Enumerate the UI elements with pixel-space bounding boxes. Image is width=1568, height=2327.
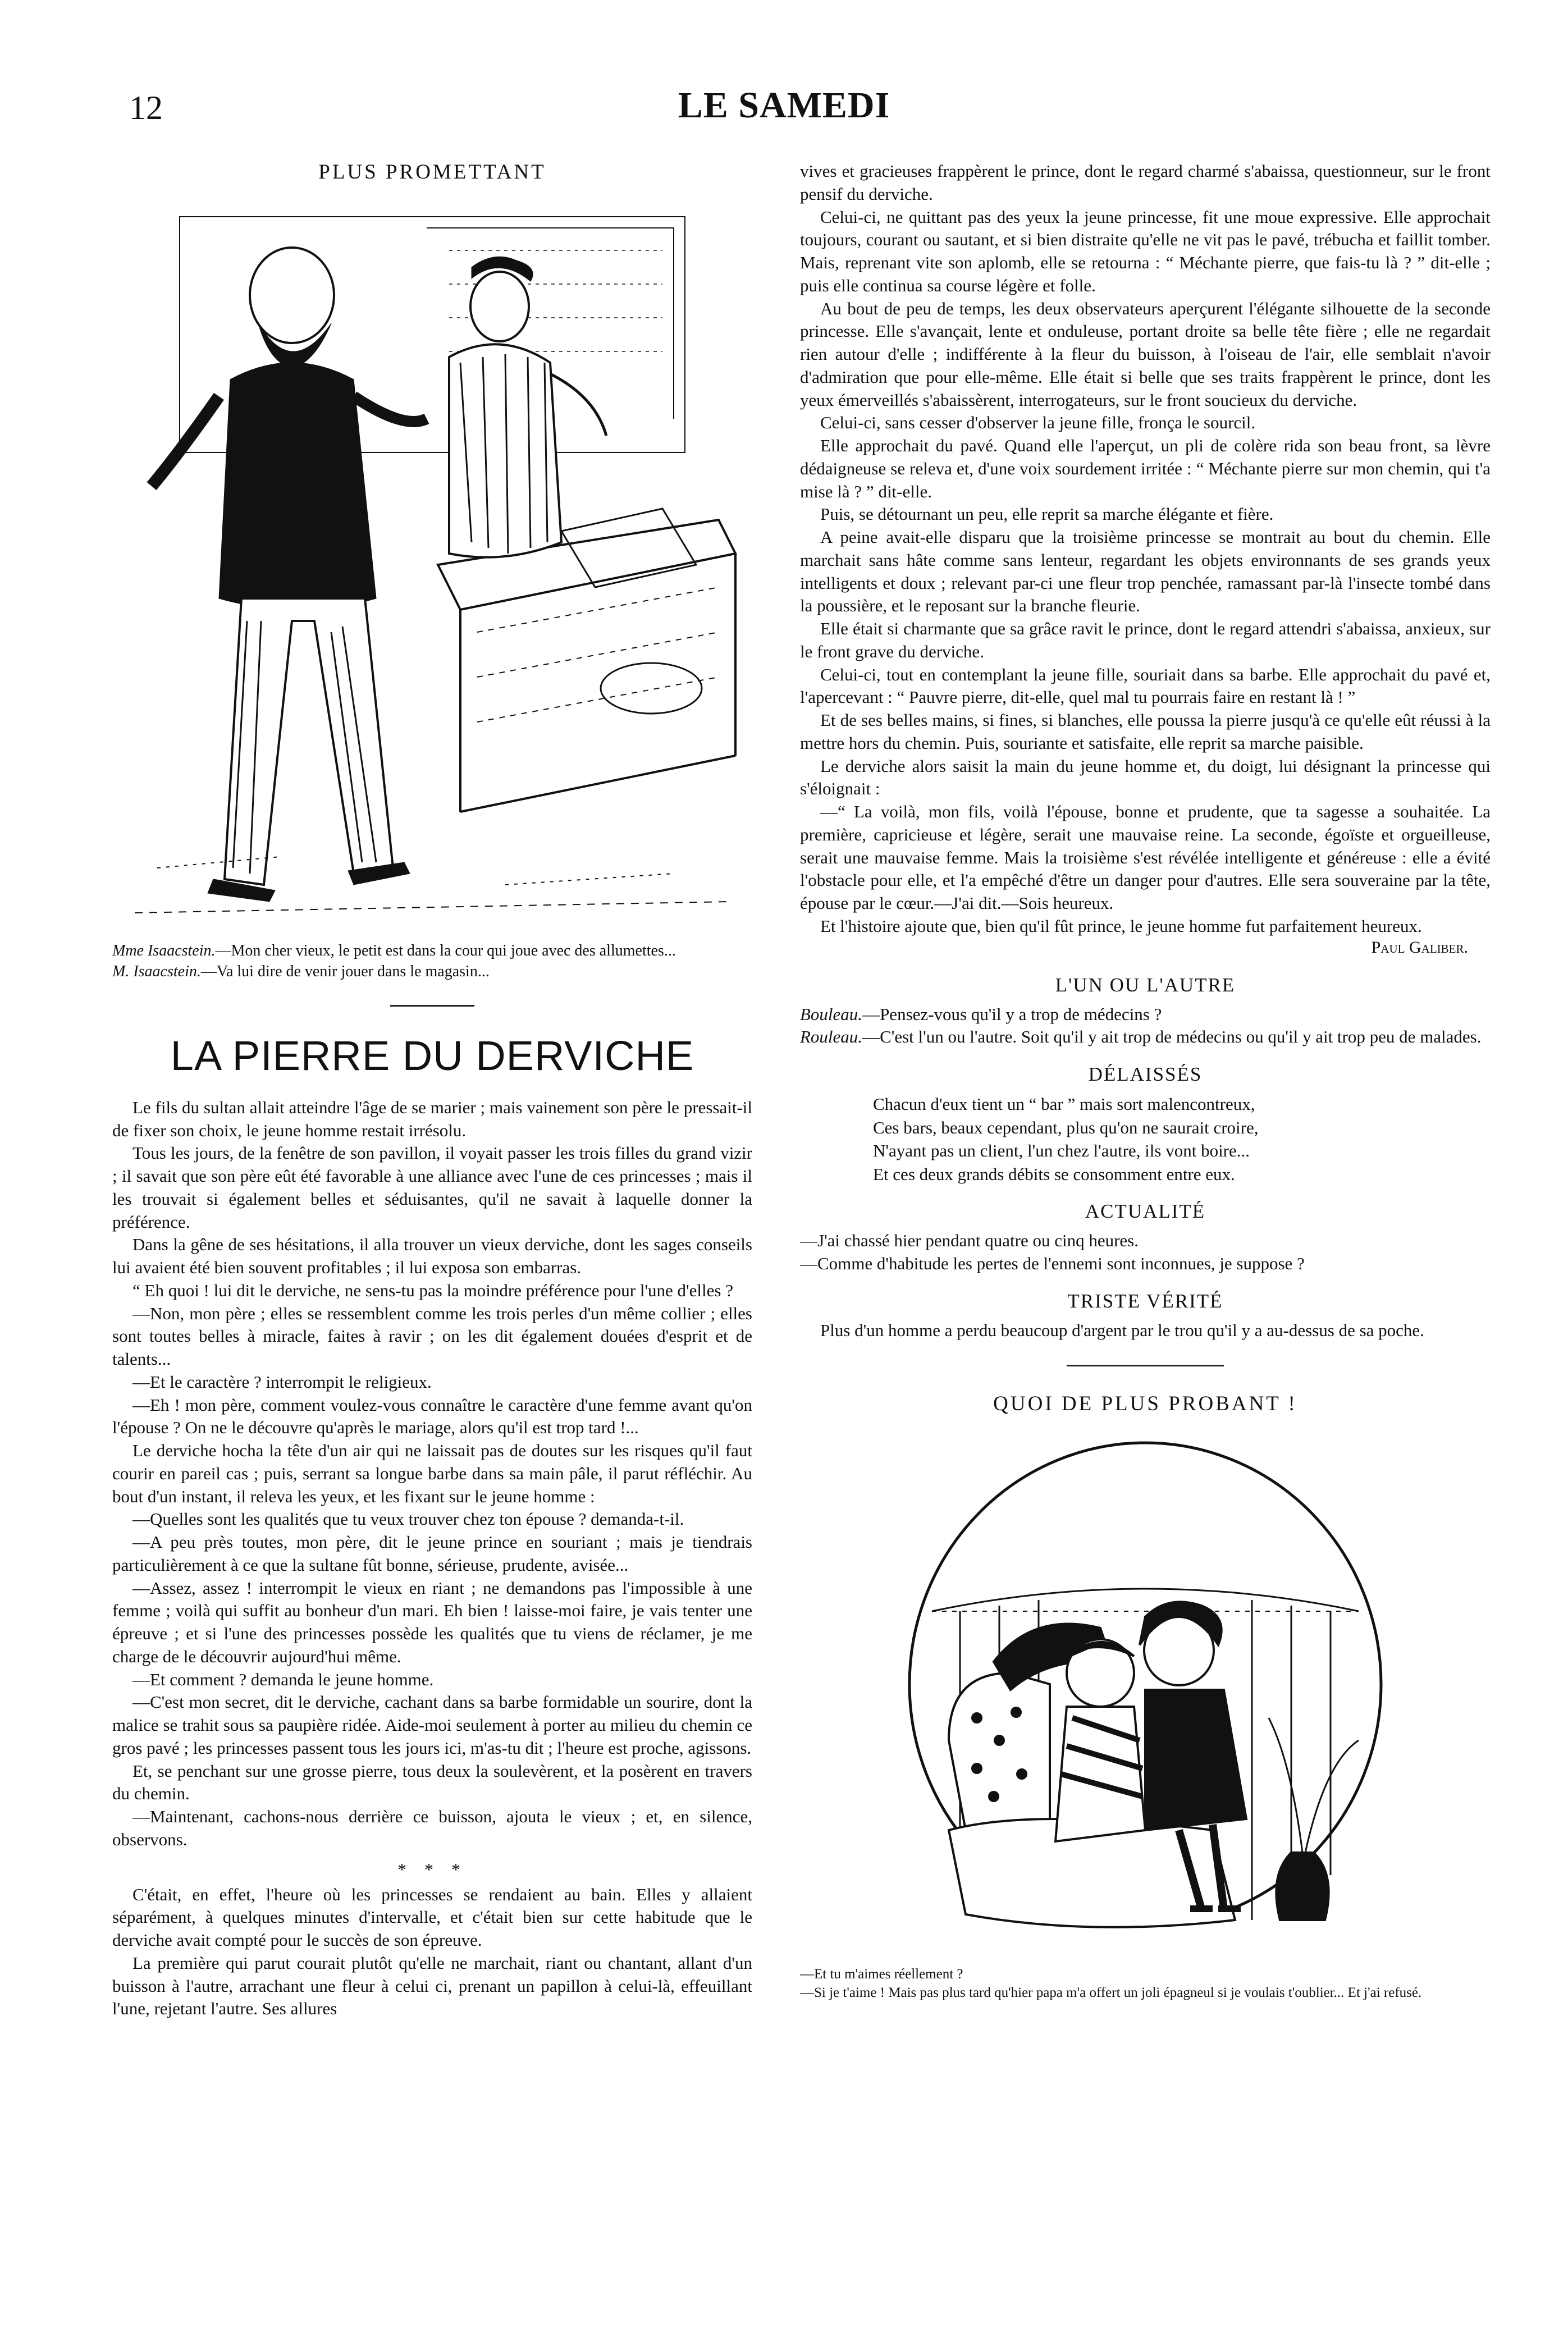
story-paragraph: Dans la gêne de ses hésitations, il alla trouver un vieux derviche, dont les sages conseils lui avaient été bien souvent profitables ; il lui exposa son embarras. bbox=[112, 1235, 752, 1278]
caption-speaker: Mme Isaacstein. bbox=[112, 942, 216, 959]
dialogue-lun-ou-lautre bbox=[800, 1003, 1491, 1049]
dialogue-line: —J'ai chassé hier pendant quatre ou cinq heures. bbox=[800, 1231, 1139, 1251]
caption-speaker: M. Isaacstein. bbox=[112, 962, 201, 980]
story-paragraph: A peine avait-elle disparu que la troisième princesse se montrait au bout du chemin. Elle marchait sans hâte comme sans lenteur, regardant les objets environnants de ses grands yeux intelligents et doux ; relevant par-ci une fleur trop penchée, ramassant par-là l'insecte tombé dans la poussière, et le reposant sur la branche fleurie. bbox=[800, 527, 1491, 616]
cartoon-illustration-shop bbox=[112, 194, 752, 941]
masthead: LE SAMEDI bbox=[678, 85, 890, 126]
caption-line: —Si je t'aime ! Mais pas plus tard qu'hier papa m'a offert un joli épagneul si je voulais t'oublier... Et j'ai refusé. bbox=[800, 1985, 1422, 2000]
cartoon-caption bbox=[800, 1965, 1491, 2002]
dialogue-speaker: Rouleau. bbox=[800, 1027, 863, 1047]
right-column bbox=[800, 160, 1491, 2002]
caption-line bbox=[112, 962, 752, 982]
story-paragraph: Le derviche hocha la tête d'un air qui ne laissait pas de doutes sur les risques qu'il faut courir en pareil cas ; puis, serrant sa longue barbe dans sa main pâle, il parut réfléchir. Au bout d'un instant, il releva les yeux, et les fixant sur le jeune homme : bbox=[112, 1441, 752, 1506]
section-title-actualite: ACTUALITÉ bbox=[1085, 1200, 1206, 1223]
poem-delaisses bbox=[873, 1092, 1418, 1186]
story-paragraph: Puis, se détournant un peu, elle reprit sa marche élégante et fière. bbox=[820, 504, 1274, 524]
story-paragraph: Elle approchait du pavé. Quand elle l'aperçut, un pli de colère rida son beau front, sa lèvre dédaigneuse se releva et, d'une voix sourdement irritée : “ Méchante pierre sur mon chemin, qui t'a mise là ? ” dit-elle. bbox=[800, 436, 1491, 501]
story-author: Paul Galiber. bbox=[1371, 938, 1468, 957]
page-number: 12 bbox=[129, 89, 163, 126]
dialogue-actualite bbox=[800, 1229, 1491, 1275]
poem-line: Ces bars, beaux cependant, plus qu'on ne saurait croire, bbox=[873, 1117, 1259, 1137]
cartoon-title: QUOI DE PLUS PROBANT ! bbox=[993, 1392, 1297, 1415]
poem-line: Chacun d'eux tient un “ bar ” mais sort malencontreux, bbox=[873, 1094, 1255, 1114]
dialogue-line bbox=[800, 1003, 1491, 1026]
section-title-lun-ou-lautre: L'UN OU L'AUTRE bbox=[1055, 973, 1236, 996]
caption-line: —Et tu m'aimes réellement ? bbox=[800, 1967, 963, 1982]
cartoon-illustration-couple bbox=[865, 1426, 1426, 1965]
poem-line: Et ces deux grands débits se consomment entre eux. bbox=[873, 1164, 1235, 1184]
story-paragraph: Le derviche alors saisit la main du jeune homme et, du doigt, lui désignant la princesse qui s'éloignait : bbox=[800, 756, 1491, 799]
story-body-left bbox=[112, 1096, 752, 2020]
triste-verite-text: Plus d'un homme a perdu beaucoup d'argent par le trou qu'il y a au-dessus de sa poche. bbox=[820, 1320, 1424, 1341]
story-paragraph: —A peu près toutes, mon père, dit le jeune prince en souriant ; mais je tiendrais particulièrement à ce que la sultane fût bonne, sérieuse, prudente, avisée... bbox=[112, 1532, 752, 1575]
story-paragraph: —Maintenant, cachons-nous derrière ce buisson, ajouta le vieux ; et, en silence, observons. bbox=[112, 1807, 752, 1849]
dialogue-line: —Comme d'habitude les pertes de l'ennemi sont inconnues, je suppose ? bbox=[800, 1254, 1305, 1274]
separator-rule bbox=[1067, 1365, 1224, 1366]
story-paragraph: —Quelles sont les qualités que tu veux trouver chez ton épouse ? demanda-t-il. bbox=[132, 1509, 684, 1529]
story-paragraph: Le fils du sultan allait atteindre l'âge de se marier ; mais vainement son père le pressait-il de fixer son choix, le jeune homme restait irrésolu. bbox=[112, 1097, 752, 1140]
caption-text: —Va lui dire de venir jouer dans le magasin... bbox=[200, 962, 490, 980]
cartoon-caption bbox=[112, 941, 752, 982]
poem-line: N'ayant pas un client, l'un chez l'autre, ils vont boire... bbox=[873, 1141, 1250, 1161]
story-paragraph: Celui-ci, ne quittant pas des yeux la jeune princesse, fit une moue expressive. Elle approchait toujours, courant ou sautant, et si bien distraite qu'elle ne vit pas le pavé, trébucha et faillit tomber. Mais, reprenant vite son aplomb, elle se retourna : “ Méchante pierre, que fais-tu là ? ” dit-elle ; puis elle continua sa course légère et folle. bbox=[800, 207, 1491, 295]
story-paragraph: —Et le caractère ? interrompit le religieux. bbox=[132, 1371, 432, 1392]
cartoon-title: PLUS PROMETTANT bbox=[318, 161, 546, 184]
story-paragraph: vives et gracieuses frappèrent le prince, dont le regard charmé s'abaissa, questionneur, sur le front pensif du derviche. bbox=[800, 161, 1491, 204]
story-title: LA PIERRE DU DERVICHE bbox=[170, 1032, 694, 1079]
section-title-triste-verite: TRISTE VÉRITÉ bbox=[1067, 1290, 1223, 1313]
story-paragraph: “ Eh quoi ! lui dit le derviche, ne sens-tu pas la moindre préférence pour l'une d'elles ? bbox=[132, 1280, 733, 1300]
separator-rule bbox=[390, 1005, 474, 1007]
story-paragraph: Celui-ci, tout en contemplant la jeune fille, souriait dans sa barbe. Elle approchait du pavé et, l'apercevant : “ Pauvre pierre, dit-elle, quel mal tu pourrais faire en restant là ! ” bbox=[800, 664, 1491, 707]
story-paragraph: C'était, en effet, l'heure où les princesses se rendaient au bain. Elles y allaient séparément, à quelques minutes d'intervalle, et c'était bien sur cette habitude que le derviche avait compté pour le succès de son épreuve. bbox=[112, 1884, 752, 1950]
story-paragraph: La première qui parut courait plutôt qu'elle ne marchait, riant ou chantant, allant d'un buisson à l'autre, arrachant une fleur à celui ci, prenant un papillon à celui-là, effeuillant l'une, rejetant l'autre. Ses allures bbox=[112, 1953, 752, 2019]
story-paragraph: —“ La voilà, mon fils, voilà l'épouse, bonne et prudente, que ta sagesse a souhaitée. La première, capricieuse et légère, serait une mauvaise reine. La seconde, égoïste et orgueilleuse, serait une mauvaise femme. Mais la troisième s'est révélée intelligente et généreuse : elle a évité l'obstacle pour elle, et l'a empêché d'être un danger pour d'autres. Elle sera souveraine par la tête, épouse par le cœur.—J'ai dit.—Sois heureux. bbox=[800, 802, 1491, 913]
story-paragraph: —C'est mon secret, dit le derviche, cachant dans sa barbe formidable un sourire, dont la malice se trahit sous sa paupière ridée. Aide-moi seulement à porter au milieu du chemin ce gros pavé ; les princesses passent tous les jours ici, m'as-tu dit ; l'heure est proche, agissons. bbox=[112, 1692, 752, 1758]
story-paragraph: Et, se penchant sur une grosse pierre, tous deux la soulevèrent, et la posèrent en travers du chemin. bbox=[112, 1761, 752, 1804]
story-paragraph: —Et comment ? demanda le jeune homme. bbox=[132, 1669, 434, 1689]
story-paragraph: Au bout de peu de temps, les deux observateurs aperçurent l'élégante silhouette de la seconde princesse. Elle s'avançait, lente et onduleuse, portant droite sa belle tête fière ; elle ne regardait rien autour d'elle ; indifférente à la fleur du buisson, à l'oiseau de l'air, elle semblait n'avoir d'admiration que pour elle-même. Elle était si belle que ses traits frappèrent le prince, dont les yeux émerveillés s'abaissèrent, interrogateurs, sur le front soucieux du derviche. bbox=[800, 298, 1491, 410]
dialogue-speaker: Bouleau. bbox=[800, 1004, 863, 1024]
story-paragraph: Tous les jours, de la fenêtre de son pavillon, il voyait passer les trois filles du grand vizir ; il savait que son père eût été favorable à une alliance avec l'une de ces princesses ; mais il les trouvait si également belles et séduisantes, qu'il ne savait à laquelle donner la préférence. bbox=[112, 1143, 752, 1232]
story-paragraph: —Assez, assez ! interrompit le vieux en riant ; ne demandons pas l'impossible à une femme ; voilà qui suffit au bonheur d'un mari. Eh bien ! laisse-moi faire, je vais tenter une épreuve ; et si l'une des princesses possède les qualités que tu viens de réclamer, je me charge de le découvrir aujourd'hui même. bbox=[112, 1578, 752, 1666]
story-paragraph: Celui-ci, sans cesser d'observer la jeune fille, fronça le sourcil. bbox=[820, 413, 1256, 433]
dialogue-text: —C'est l'un ou l'autre. Soit qu'il y ait trop de médecins ou qu'il y ait trop peu de malades. bbox=[862, 1027, 1482, 1047]
story-paragraph: Elle était si charmante que sa grâce ravit le prince, dont le regard attendri s'abaissa, anxieux, sur le front grave du derviche. bbox=[800, 619, 1491, 661]
caption-text: —Mon cher vieux, le petit est dans la cour qui joue avec des allumettes... bbox=[215, 942, 676, 959]
dialogue-line bbox=[800, 1026, 1491, 1049]
section-title-delaisses: DÉLAISSÉS bbox=[1088, 1063, 1203, 1086]
story-paragraph: Et l'histoire ajoute que, bien qu'il fût prince, le jeune homme fut parfaitement heureux. bbox=[820, 916, 1422, 936]
section-separator: * * * bbox=[397, 1859, 467, 1880]
story-body-right bbox=[800, 160, 1491, 957]
caption-line bbox=[112, 941, 752, 962]
left-column bbox=[112, 160, 752, 2020]
story-paragraph: Et de ses belles mains, si fines, si blanches, elle poussa la pierre jusqu'à ce qu'elle eût réussi à la mettre hors du chemin. Puis, souriante et satisfaite, elle reprit sa marche paisible. bbox=[800, 710, 1491, 753]
story-paragraph: —Eh ! mon père, comment voulez-vous connaître le caractère d'une femme avant qu'on l'épouse ? On ne le découvre qu'après le mariage, alors qu'il est trop tard !... bbox=[112, 1395, 752, 1438]
dialogue-text: —Pensez-vous qu'il y a trop de médecins ? bbox=[862, 1004, 1162, 1024]
story-paragraph: —Non, mon père ; elles se ressemblent comme les trois perles d'un même collier ; elles sont toutes belles à miracle, faites à ravir ; on les dit également douées d'esprit et de talents... bbox=[112, 1303, 752, 1369]
